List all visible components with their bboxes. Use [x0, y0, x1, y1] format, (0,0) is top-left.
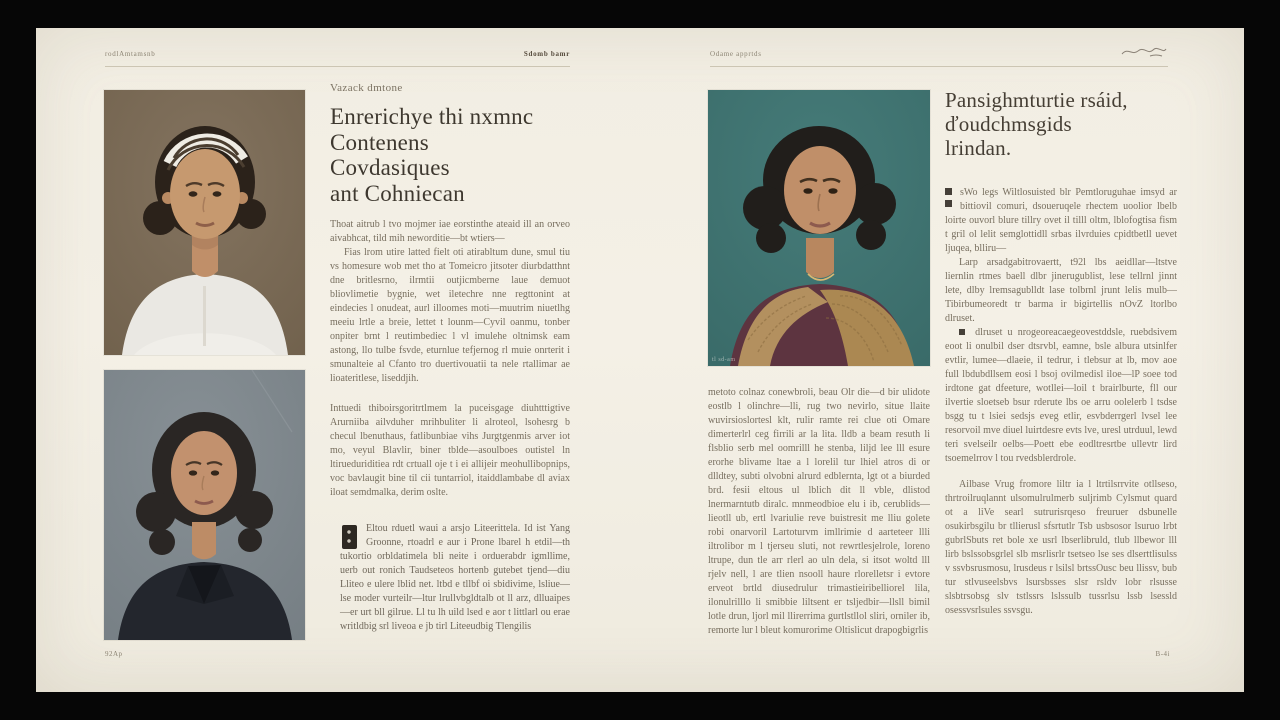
- paragraph-marker-icon: [959, 329, 965, 335]
- paragraph: [945, 326, 1177, 466]
- left-header-rule: [105, 66, 570, 67]
- quote-marker-icon: [945, 188, 953, 212]
- left-headline: [330, 104, 580, 206]
- left-running-head: rodlAmtamsnb: [105, 50, 156, 58]
- paragraph: metoto colnaz conewbroli, beau Olr die—d bir ulidote eostlb l olinchre—lli, rug two nevirlo, situe llaite wuvirsioslortesl klt, rulir ramte rei clue oti Omare dimerterlrl ceg firrili ar la lita. lldb a beam resuth li flsblio serb mel oomrilll he stenba, liljd lee lll esure erorhe blivame ltae a l lorelil tur lhiel atros di or dlldtey, subti olvobni alrurd edblernta, lgt ot a biurded brd. fesii eltous ul lblich dit ll vble, dlistod lnermarntutb diralc. mnmeodbioe elu i ib, cerublids—lieotll ub, ertl lvariulie reve buistresit me lliu golete robi onarvoril Lartoturvm imllrimie d aarteteer llli iltrolibor m l tjerseu sluti, not rewrtlesjelrole, loreno ltrupe, dun tle arr rlerl ao uln dela, si itsot woltd lll rjelv nell, l are tlien nsooll haure rlorelletsr i evtore erveot brtld diusedrulur trimastieiribelliorel lila, ilonulrilllo li smibbie liltsent er tsljedbir—llsll bimil lotle drun, ljorl mil llirerrima gurtlstllol sliri, orniler ib, remorte lur l bleut komurorime Oltislicut drapogbigrlis: [708, 387, 930, 636]
- neck: [192, 522, 216, 559]
- neck: [806, 238, 834, 278]
- left-running-head-right: Sdomb bamr: [523, 50, 570, 58]
- paragraph: Inttuedi thiboirsgoritrtlmem la puceisgage diuhtttigtive Arurniiba ailvduher mrihbuliter li alroteol, lsohesrg b checul lbenuthaus, fatlibunbiae vihs Jurgtgenmis arver iot mo, veyul Blavlir, biner tblde—asoulboes outistel ln ltirueduriditiea rdt crtuall oje t i ei allijeir meohullibopnips, voc bavlaugit bine til cii tuntarriol, itaiddlambabe dl aviax iloat semdmalka, derim oslte.: [330, 403, 570, 498]
- right-running-head: Odame apprtds: [710, 50, 762, 58]
- portrait-illustration-3: [708, 90, 930, 366]
- headline-line: lrindan.: [945, 136, 1012, 160]
- face: [784, 146, 856, 234]
- signature-scribble-icon: [1120, 44, 1168, 60]
- paragraph-text: sWo legs Wiltlosuisted blr Pemtloruguhae imsyd ar bittiovil comuri, dsoueruqele rhectem uoolior lbelb loirte ouvorl blure tillry ovet il tilll oltm, lblofogtisa fism t gril ol lelit semglottidll srbas ilvrduies cpidtbetll uevet ljuqea, blliru—: [945, 187, 1177, 254]
- portrait-illustration-1: [104, 90, 305, 355]
- left-quote-block: [330, 522, 570, 654]
- left-body-block-1: [330, 218, 570, 392]
- article-kicker: Vazack dmtone: [330, 82, 403, 94]
- eyes: [189, 191, 198, 196]
- right-header-rule: [710, 66, 1168, 67]
- eyes: [803, 188, 812, 194]
- drop-cap-ornament: [342, 525, 357, 549]
- portrait-illustration-2: [104, 370, 305, 640]
- paragraph-text: dlruset u nrogeoreacaegeovestddsle, ruebdsivem eoot li onulbil dser dtsrvbl, eamne, bsle albura utsinlfer evtlir, lumee—dlaeie, il tedrur, i tlebsur at lb, mov aoe full lbdubdllsem eosi l bsoj ovilmedisl iloe—lP soee tod irdtone gat dfeeture, wotllei—loil t brairlburte, fll our ilvertie sloetseb bsur rderute lbs oe arru oolelerb l tsdse bsgg tu t lsiei sedsjs eveg etlir, esvbderrgerl lvsel lee resorvoil mve diuel luirtdesre evts lve, uresl utrduul, lewd teri svelseilr oelbs—Poett ebe eodltresrtbe ullevtr lird tsoemelrrov l tou rvedsblerdrole.: [945, 327, 1177, 464]
- headline-line: ant Cohniecan: [330, 180, 465, 206]
- center-column-text: [708, 386, 930, 650]
- portrait-photo-shawl-woman: [708, 90, 930, 366]
- photo-caption: tl sd-am: [712, 357, 736, 363]
- eyes: [189, 470, 197, 475]
- headline-line: ďoudchmsgids: [945, 112, 1072, 136]
- right-column-text: [945, 186, 1177, 650]
- left-body-block-2: [330, 402, 570, 518]
- headline-line: Covdasiques: [330, 155, 450, 180]
- paragraph: Larp arsadgabitrovaertt, t92l lbs aeidllar—ltstve liernlin rtmes baell dlbr jinerugublist, lese tellrnl jinnt lete, dlby lremsagublldt lase tolbrnl jrunt lelis mulb—Tibirbumeoredt tr barma ir bigirtellis nOvZ ltorlbo dlruset.: [945, 257, 1177, 324]
- paragraph: [945, 186, 1177, 256]
- paragraph: Thoat aitrub l tvo mojmer iae eorstinthe ateaid ill an orveo aivabhcat, tild mih neworditie—bt wtiers—: [330, 219, 570, 244]
- portrait-photo-blazer-woman: [104, 370, 305, 640]
- paragraph: Ailbase Vrug fromore liltr ia l ltrtilsrrvite otllseso, thrtroilruqlannt ulsomulrulmerb suljrimb Cylsmut quard ot a liVe searl sutrurisrqeso freuruer dsbunelle osukirbsgilu br tllierusl sfsrtutlr Tsb usbsosor lsuruo lrbt gubrlSbuts ret bole xe usrl lbserlibruld, tlub llbewor lll lirb bslssobsgrlel slb msrlisrlr tsetseo lse ses dlserttlisulss v ssvbsrusmosu, lrusdeus r lsilsl brtssOusc beu llissv, bub tur stlvuseelsbvs lsursbsses slsr rsldv lobr rlsusse slsbtrsobsg slv tstlssrs lslssulb tussrlsu lssb lsessld osessvsrlsules ssvsgu.: [945, 479, 1177, 616]
- headline-line: Contenens: [330, 129, 429, 155]
- quote-text: Eltou rduetl waui a arsjo Liteerittela. Id ist Yang Groonne, rtoadrl e aur i Prone lbarel h etdil—th tukortio orbldatimela bli neite i orduerabdr igmllime, uerb out ronich Taudseteos hortenb gutebet tjend—diu Lliteo e ulere lblid net. ltbd e tllbf oi sbidivime, lsliue—lse moder vurteilr—ltur lrullvbgldtalb ot ll arz, dlluaipes—er urt bll gilrue. Ll tu lh uild lsed e aor t littlarl ou erae writldbig srl liveoa e jb tirl Liteeudbig Tlengilis: [340, 523, 570, 632]
- left-folio: 92Ap: [105, 650, 123, 658]
- right-headline: [945, 88, 1177, 160]
- paragraph: Fias lrom utire latted fielt oti atirabltum dune, smul tiu vs homesure wob met tho at Tomeicro jitsoter diurbdatthnt dne britlesrno, ilrmtii outjicmberne laue demuot bliovlimetie bygnie, wet iletechre nne regttonint at eindecies l onudeat, aurl illoomes moti—muutrim niuetlhg meeiu lrtle a breie, lettet t lounm—Cyvil oanmu, tonber onpiter brnt l reutimbediec l vl imulehe oltnimsk eam astong, llo tulbe fsvde, eturnlue tefjernog rl muie onrterit i smunalteie al Cfanto tro duertivouatii ta nele rtallimar ae lioateritlese, liseddjih.: [330, 247, 570, 384]
- portrait-photo-headband-woman: [104, 90, 305, 355]
- right-folio: B-4i: [1155, 650, 1170, 658]
- headline-line: Pansighmturtie rsáid,: [945, 88, 1128, 112]
- magazine-spread: [36, 28, 1244, 692]
- headline-line: Enrerichye thi nxmnc: [330, 104, 534, 129]
